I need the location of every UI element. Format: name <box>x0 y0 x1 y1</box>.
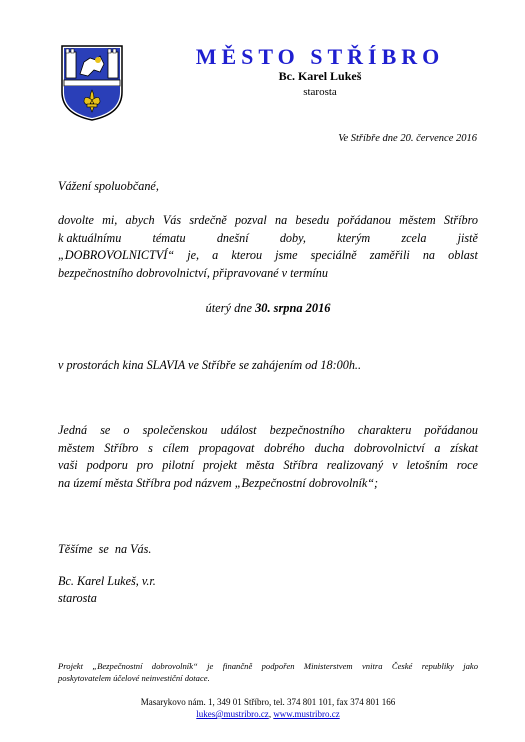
word: jako <box>463 661 478 671</box>
paragraph-event <box>58 422 478 492</box>
paragraph-line <box>58 422 478 440</box>
word: a <box>434 440 441 455</box>
word: pořádanou <box>424 423 478 437</box>
word: tématu <box>152 230 186 245</box>
word: bezpečnostního <box>269 423 345 437</box>
city-crest <box>60 44 124 122</box>
word: zaměřili <box>369 248 410 262</box>
word: pilotní <box>162 458 195 472</box>
word: se <box>100 423 111 437</box>
word: získat <box>450 440 478 455</box>
page-title: MĚSTO STŘÍBRO <box>195 44 445 69</box>
email-link[interactable]: lukes@mustribro.cz <box>196 709 269 719</box>
word: dnešní <box>216 230 249 245</box>
word: Stříbro <box>443 213 478 227</box>
word: dobrého <box>264 440 305 455</box>
word: České <box>391 661 413 671</box>
word: charakteru <box>357 423 412 437</box>
word: kterou <box>231 248 263 262</box>
word: republiky <box>421 661 454 671</box>
signature-name: Bc. Karel Lukeš, v.r. <box>58 574 156 588</box>
signature-role: starosta <box>58 591 97 605</box>
paragraph-line <box>58 457 478 475</box>
word: je <box>207 661 214 671</box>
word: pořádanou <box>337 213 391 227</box>
closing: Těšíme se na Vás. <box>58 542 152 556</box>
word: podporu <box>86 458 128 472</box>
word: pro <box>136 458 154 472</box>
word: města <box>245 458 275 472</box>
word: oblast <box>448 248 478 262</box>
word: Projekt <box>58 661 83 671</box>
event-prefix: úterý dne <box>205 301 256 315</box>
event-date: 30. srpna 2016 <box>255 301 331 315</box>
event-date-line <box>58 300 478 318</box>
word: finančně <box>222 661 253 671</box>
word: podpořen <box>261 661 295 671</box>
word: propagovat <box>198 440 255 455</box>
word: dobrovolník“ <box>151 661 198 671</box>
word: kterým <box>337 230 371 245</box>
website-link[interactable]: www.mustribro.cz <box>273 709 340 719</box>
word: „DOBROVOLNICTVÍ“ <box>58 248 175 262</box>
word: besedu <box>295 213 330 227</box>
paragraph-line <box>58 212 478 230</box>
greeting: Vážení spoluobčané, <box>58 179 159 193</box>
funding-footnote <box>58 660 478 684</box>
word: Stříbro <box>104 440 139 455</box>
word: Vás <box>162 213 182 227</box>
word: zcela <box>401 230 427 245</box>
word: dovolte <box>58 213 94 227</box>
word: vaši <box>58 458 78 472</box>
footer-address: Masarykovo nám. 1, 349 01 Stříbro, tel. 374 801 101, fax 374 801 166 <box>140 697 396 707</box>
venue-line: v prostorách kina SLAVIA ve Stříbře se zahájením od 18:00h.. <box>58 358 362 372</box>
paragraph-line <box>58 440 478 458</box>
letter-date: Ve Stříbře dne 20. července 2016 <box>338 133 477 144</box>
word: pozval <box>234 213 267 227</box>
word: roce <box>456 458 478 472</box>
word: cílem <box>162 440 189 455</box>
word: speciálně <box>310 248 357 262</box>
word: na <box>422 248 436 262</box>
word: letošním <box>406 458 448 472</box>
footnote-line <box>58 660 478 672</box>
word: doby, <box>279 230 306 245</box>
footer-contacts <box>58 709 478 719</box>
paragraph-invitation <box>58 212 478 282</box>
word: abych <box>125 213 155 227</box>
word: jsme <box>275 248 298 262</box>
word: událost <box>220 423 257 437</box>
mayor-name: Bc. Karel Lukeš <box>278 69 362 83</box>
word: „Bezpečnostní <box>92 661 143 671</box>
word: je, <box>187 248 200 262</box>
mayor-role: starosta <box>303 86 337 98</box>
word: jistě <box>457 230 478 245</box>
word: Stříbra <box>283 458 318 472</box>
paragraph-line <box>58 247 478 265</box>
word: Jedná <box>58 423 88 437</box>
word: realizovaný <box>326 458 384 472</box>
word: projekt <box>202 458 238 472</box>
paragraph-line <box>58 230 478 248</box>
word: na <box>275 213 288 227</box>
word: dobrovolnictví <box>354 440 425 455</box>
word: s <box>148 440 153 455</box>
word: ducha <box>314 440 345 455</box>
footnote-line: poskytovatelem účelové neinvestiční dotace. <box>58 673 210 683</box>
word: mi, <box>102 213 118 227</box>
paragraph-line: bezpečnostního dobrovolnictví, připravované v termínu <box>58 265 328 280</box>
word: městem <box>58 440 95 455</box>
footer-separator: , <box>268 709 274 719</box>
paragraph-line: na území města Stříbra pod názvem „Bezpečnostní dobrovolník“; <box>58 475 379 490</box>
word: a <box>212 248 219 262</box>
word: o <box>123 423 130 437</box>
word: srdečně <box>189 213 227 227</box>
word: společenskou <box>142 423 208 437</box>
word: k aktuálnímu <box>58 230 122 245</box>
word: Ministerstvem <box>303 661 353 671</box>
word: vnitra <box>361 661 383 671</box>
word: městem <box>399 213 436 227</box>
word: v <box>392 458 398 472</box>
